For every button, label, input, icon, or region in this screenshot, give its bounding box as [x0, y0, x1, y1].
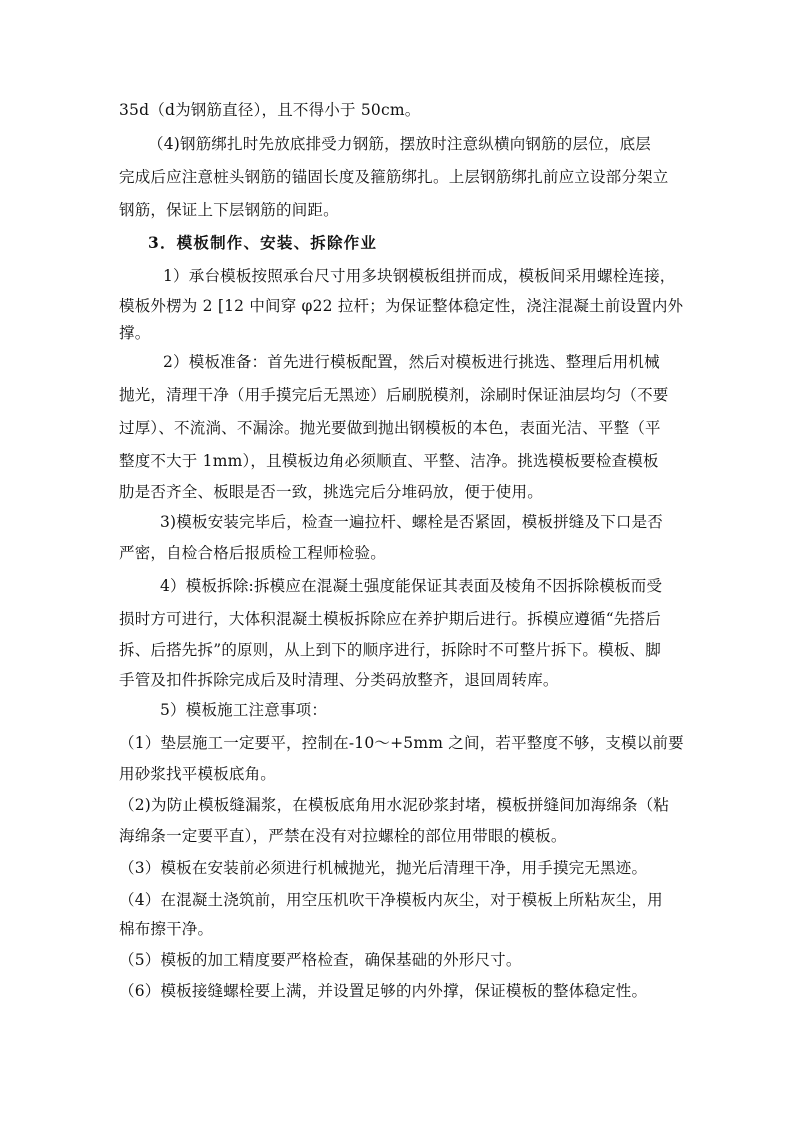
- text-line: 3)模板安装完毕后，检查一遍拉杆、螺栓是否紧固，模板拼缝及下口是否: [160, 513, 664, 531]
- text-line: （4）在混凝土浇筑前，用空压机吹干净模板内灰尘，对于模板上所粘灰尘，用: [119, 891, 663, 909]
- text-line: 用砂浆找平模板底角。: [119, 765, 277, 783]
- text-line: 4）模板拆除:拆模应在混凝土强度能保证其表面及棱角不因拆除模板而受: [160, 577, 663, 595]
- section-heading: 3．模板制作、安装、拆除作业: [148, 233, 378, 252]
- text-line: 完成后应注意桩头钢筋的锚固长度及箍筋绑扎。上层钢筋绑扎前应立设部分架立: [119, 168, 669, 186]
- text-line: 35d（d为钢筋直径），且不得小于 50cm。: [119, 101, 421, 119]
- text-line: 严密，自检合格后报质检工程师检验。: [119, 544, 386, 562]
- text-line: 拆、后搭先拆”的原则，从上到下的顺序进行，拆除时不可整片拆下。模板、脚: [119, 641, 661, 659]
- text-line: 抛光，清理干净（用手摸完后无黑迹）后刷脱模剂，涂刷时保证油层均匀（不要: [119, 386, 669, 404]
- text-line: 2）模板准备：首先进行模板配置，然后对模板进行挑选、整理后用机械: [163, 353, 660, 371]
- text-line: 整度不大于 1mm），且模板边角必须顺直、平整、洁净。挑选模板要检查模板: [119, 452, 659, 470]
- text-line: 棉布擦干净。: [119, 920, 214, 938]
- text-line: 1）承台模板按照承台尺寸用多块钢模板组拼而成，模板间采用螺栓连接，: [163, 267, 676, 285]
- text-line: 损时方可进行，大体积混凝土模板拆除应在养护期后进行。拆模应遵循“先搭后: [119, 610, 661, 628]
- text-line: 海绵条一定要平直），严禁在没有对拉螺栓的部位用带眼的模板。: [119, 827, 567, 845]
- text-line: （4)钢筋绑扎时先放底排受力钢筋，摆放时注意纵横向钢筋的层位，底层: [148, 135, 652, 153]
- text-line: 肋是否齐全、板眼是否一致，挑选完后分堆码放，便于使用。: [119, 483, 543, 501]
- text-line: （1）垫层施工一定要平，控制在-10～+5mm 之间，若平整度不够，支模以前要: [119, 734, 684, 752]
- text-line: 钢筋，保证上下层钢筋的间距。: [119, 201, 339, 219]
- text-line: 5）模板施工注意事项：: [160, 701, 328, 719]
- text-line: 撑。: [119, 324, 151, 342]
- text-line: （3）模板在安装前必须进行机械抛光，抛光后清理干净，用手摸完无黑迹。: [119, 859, 648, 877]
- text-line: 过厚）、不流淌、不漏涂。抛光要做到抛出钢模板的本色，表面光洁、平整（平: [119, 419, 661, 437]
- text-line: （6）模板接缝螺栓要上满，并设置足够的内外撑，保证模板的整体稳定性。: [119, 982, 648, 1000]
- text-line: 模板外楞为 2 [12 中间穿 φ22 拉杆；为保证整体稳定性，浇注混凝土前设置内外: [119, 297, 684, 315]
- text-line: （5）模板的加工精度要严格检查，确保基础的外形尺寸。: [119, 951, 522, 969]
- text-line: 手管及扣件拆除完成后及时清理、分类码放整齐，退回周转库。: [119, 671, 559, 689]
- text-line: （2)为防止模板缝漏浆，在模板底角用水泥砂浆封堵，模板拼缝间加海绵条（粘: [119, 796, 670, 814]
